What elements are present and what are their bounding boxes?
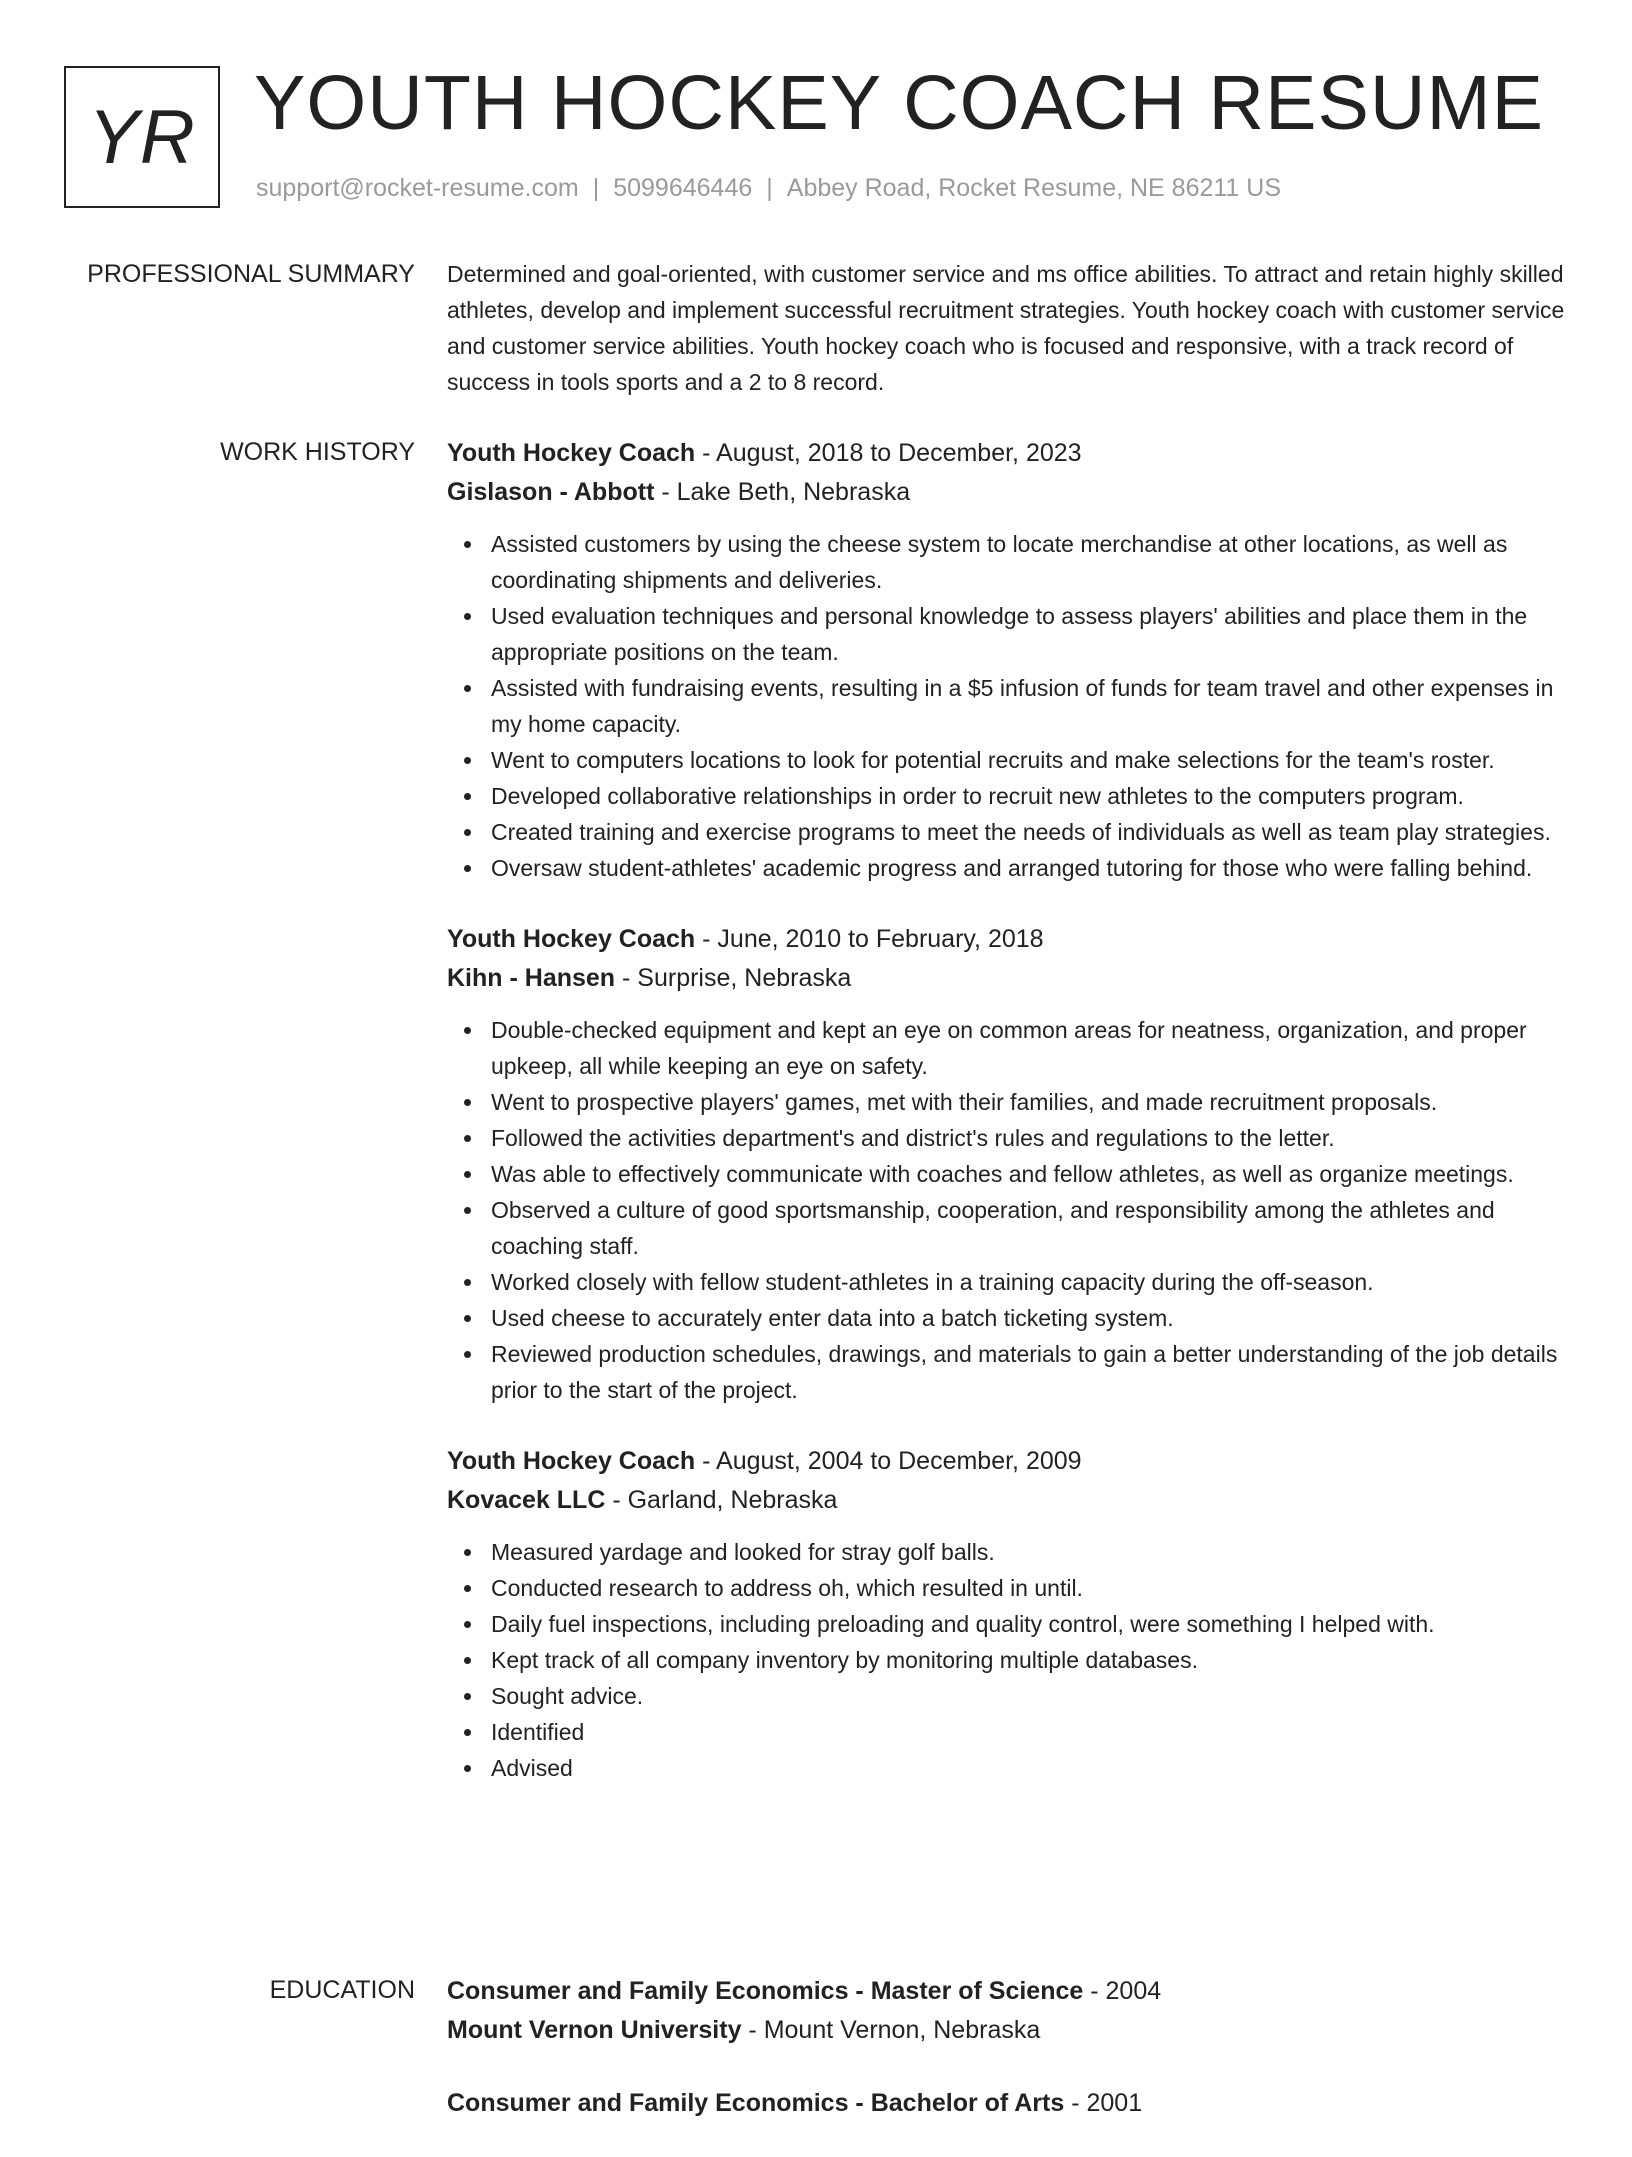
- job-bullet: Oversaw student-athletes' academic progress and arranged tutoring for those who were falling behind.: [491, 850, 1567, 886]
- job-title: Youth Hockey Coach: [447, 1447, 696, 1475]
- job-entry: [447, 1442, 1567, 1786]
- job-company-line: [447, 959, 1567, 998]
- job-bullet: Identified: [491, 1714, 1567, 1750]
- job-location: - Lake Beth, Nebraska: [654, 478, 911, 506]
- job-title: Youth Hockey Coach: [447, 439, 696, 467]
- education-degree-line: [447, 2084, 1567, 2123]
- education-degree: Consumer and Family Economics - Bachelor of Arts: [447, 2089, 1065, 2117]
- summary-text: Determined and goal-oriented, with customer service and ms office abilities. To attract and retain highly skilled athletes, develop and implement successful recruitment strategies. Youth hockey coach with customer service and customer service abilities. Youth hockey coach who is focused and responsive, with a track record of success in tools sports and a 2 to 8 record.: [447, 261, 1565, 395]
- job-bullet: Used cheese to accurately enter data into a batch ticketing system.: [491, 1300, 1567, 1336]
- job-entry: [447, 920, 1567, 1408]
- contact-separator: |: [766, 174, 773, 202]
- education-year: - 2001: [1064, 2089, 1143, 2117]
- job-bullet: Was able to effectively communicate with coaches and fellow athletes, as well as organize meetings.: [491, 1156, 1567, 1192]
- job-bullet: Went to prospective players' games, met with their families, and made recruitment proposals.: [491, 1084, 1567, 1120]
- job-title-line: [447, 920, 1567, 959]
- job-bullet: Daily fuel inspections, including preloading and quality control, were something I helped with.: [491, 1606, 1567, 1642]
- job-bullet: Measured yardage and looked for stray golf balls.: [491, 1534, 1567, 1570]
- summary-body: [447, 256, 1567, 400]
- work-history-body: [447, 434, 1567, 1820]
- job-bullets: [447, 1534, 1567, 1786]
- education-school: Mount Vernon University: [447, 2016, 742, 2044]
- education-entry: [447, 2084, 1567, 2123]
- summary-heading: PROFESSIONAL SUMMARY: [87, 260, 415, 288]
- monogram-logo: YR: [64, 66, 220, 208]
- job-location: - Garland, Nebraska: [605, 1486, 838, 1514]
- job-bullet: Followed the activities department's and district's rules and regulations to the letter.: [491, 1120, 1567, 1156]
- job-bullet: Advised: [491, 1750, 1567, 1786]
- job-bullets: [447, 1012, 1567, 1408]
- job-bullet: Double-checked equipment and kept an eye on common areas for neatness, organization, and proper upkeep, all while keeping an eye on safety.: [491, 1012, 1567, 1084]
- contact-separator: |: [592, 174, 600, 202]
- job-title-line: [447, 1442, 1567, 1481]
- job-company: Kovacek LLC: [447, 1486, 606, 1514]
- job-bullet: Reviewed production schedules, drawings, and materials to gain a better understanding of the job details prior to the start of the project.: [491, 1336, 1567, 1408]
- education-entry: [447, 1972, 1567, 2050]
- contact-address: Abbey Road, Rocket Resume, NE 86211 US: [786, 174, 1282, 202]
- education-degree-line: [447, 1972, 1567, 2011]
- job-bullet: Worked closely with fellow student-athletes in a training capacity during the off-season.: [491, 1264, 1567, 1300]
- job-entry: [447, 434, 1567, 886]
- education-year: - 2004: [1083, 1977, 1162, 2005]
- job-bullet: Assisted with fundraising events, resulting in a $5 infusion of funds for team travel and other expenses in my home capacity.: [491, 670, 1567, 742]
- job-bullet: Assisted customers by using the cheese system to locate merchandise at other locations, as well as coordinating shipments and deliveries.: [491, 526, 1567, 598]
- job-company: Kihn - Hansen: [447, 964, 616, 992]
- education-body: [447, 1972, 1567, 2157]
- resume-title: YOUTH HOCKEY COACH RESUME: [254, 60, 1544, 146]
- contact-phone: 5099646446: [613, 174, 753, 202]
- work-history-heading: WORK HISTORY: [220, 438, 415, 466]
- education-school-line: [447, 2011, 1567, 2050]
- contact-email: support@rocket-resume.com: [256, 174, 579, 202]
- job-bullet: Used evaluation techniques and personal knowledge to assess players' abilities and place them in the appropriate positions on the team.: [491, 598, 1567, 670]
- job-bullet: Observed a culture of good sportsmanship, cooperation, and responsibility among the athletes and coaching staff.: [491, 1192, 1567, 1264]
- education-location: - Mount Vernon, Nebraska: [741, 2016, 1041, 2044]
- contact-line: [256, 174, 1281, 203]
- job-bullet: Created training and exercise programs to meet the needs of individuals as well as team play strategies.: [491, 814, 1567, 850]
- job-bullet: Sought advice.: [491, 1678, 1567, 1714]
- job-dates: - August, 2004 to December, 2009: [695, 1447, 1082, 1475]
- job-company-line: [447, 1481, 1567, 1520]
- job-bullets: [447, 526, 1567, 886]
- job-bullet: Conducted research to address oh, which resulted in until.: [491, 1570, 1567, 1606]
- education-heading: EDUCATION: [269, 1976, 415, 2004]
- job-bullet: Kept track of all company inventory by monitoring multiple databases.: [491, 1642, 1567, 1678]
- job-bullet: Developed collaborative relationships in order to recruit new athletes to the computers program.: [491, 778, 1567, 814]
- job-title: Youth Hockey Coach: [447, 925, 696, 953]
- education-degree: Consumer and Family Economics - Master of Science: [447, 1977, 1084, 2005]
- job-bullet: Went to computers locations to look for potential recruits and make selections for the team's roster.: [491, 742, 1567, 778]
- job-dates: - August, 2018 to December, 2023: [695, 439, 1082, 467]
- job-location: - Surprise, Nebraska: [615, 964, 852, 992]
- job-company-line: [447, 473, 1567, 512]
- job-title-line: [447, 434, 1567, 473]
- job-company: Gislason - Abbott: [447, 478, 655, 506]
- job-dates: - June, 2010 to February, 2018: [695, 925, 1044, 953]
